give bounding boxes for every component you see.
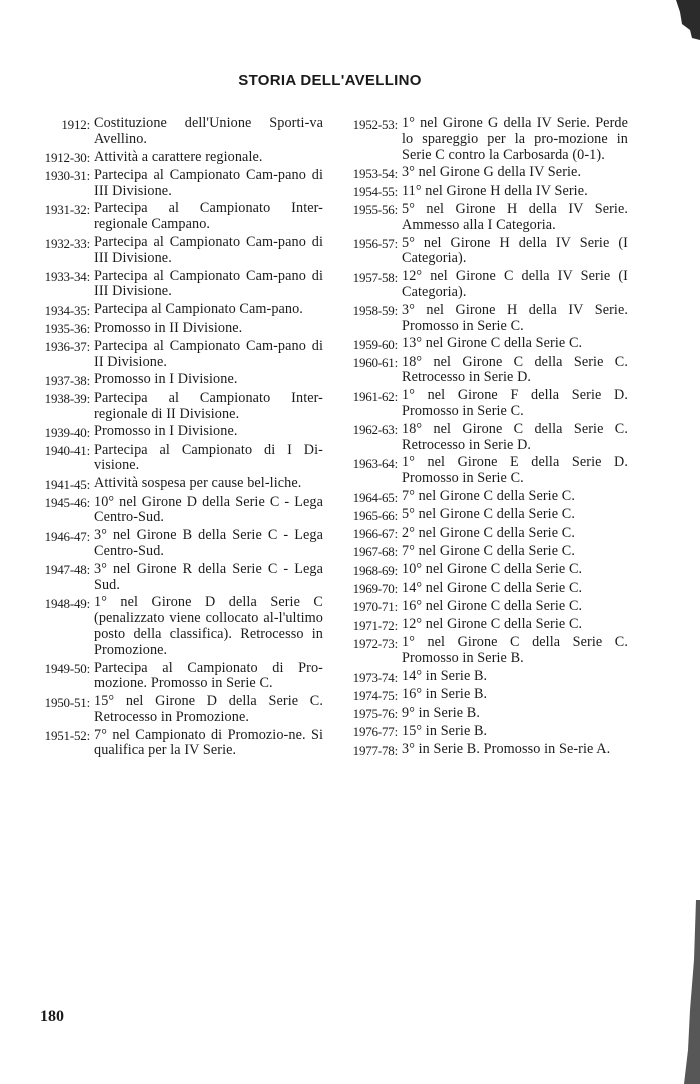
season-year: 1936-37: <box>44 339 90 355</box>
season-description: Promosso in II Divisione. <box>94 319 243 336</box>
season-year: 1968-69: <box>352 562 398 578</box>
history-entry <box>332 581 628 597</box>
season-year: 1960-61: <box>352 355 398 371</box>
season-year: 1967-68: <box>352 544 398 560</box>
season-year: 1959-60: <box>352 336 398 352</box>
scan-edge-mark-icon <box>670 0 700 40</box>
season-year: 1949-50: <box>44 661 90 676</box>
season-description: 1° nel Girone F della Serie D. Promosso in Serie C. <box>402 387 628 420</box>
season-description: 5° nel Girone C della Serie C. <box>402 506 575 523</box>
season-description: 10° nel Girone D della Serie C - Lega Centro-Sud. <box>94 493 323 526</box>
history-entry <box>18 495 323 527</box>
season-description: 7° nel Campionato di Promozio-ne. Si qualifica per la IV Serie. <box>94 726 323 759</box>
season-description: 7° nel Girone C della Serie C. <box>402 488 575 505</box>
season-year: 1933-34: <box>44 269 90 285</box>
season-year: 1934-35: <box>44 302 90 318</box>
history-entry <box>332 706 628 722</box>
season-description: 7° nel Girone C della Serie C. <box>402 542 575 559</box>
history-entry <box>332 526 628 542</box>
season-description: Partecipa al Campionato di Pro-mozione. Promosso in Serie C. <box>94 659 323 692</box>
history-entry <box>18 595 323 658</box>
season-year: 1912-30: <box>44 150 90 166</box>
season-year: 1951-52: <box>44 728 90 744</box>
season-description: 16° nel Girone C della Serie C. <box>402 597 583 614</box>
history-entry <box>332 336 628 352</box>
season-description: 3° nel Girone B della Serie C - Lega Centro-Sud. <box>94 527 323 559</box>
season-description: 15° nel Girone D della Serie C. Retrocesso in Promozione. <box>94 693 323 725</box>
history-entry <box>18 476 323 492</box>
season-year: 1930-31: <box>44 168 90 184</box>
history-entry <box>332 236 628 268</box>
season-year: 1931-32: <box>44 201 90 217</box>
season-description: Partecipa al Campionato Cam-pano di III Divisione. <box>94 234 323 266</box>
season-year: 1970-71: <box>352 599 398 615</box>
season-year: 1977-78: <box>352 742 398 758</box>
season-year: 1958-59: <box>352 303 398 319</box>
history-column-left <box>18 116 323 761</box>
history-entry <box>332 687 628 703</box>
history-entry <box>332 422 628 454</box>
season-year: 1971-72: <box>352 617 398 633</box>
history-entry <box>332 617 628 633</box>
season-year: 1964-65: <box>352 489 398 505</box>
history-entry <box>18 150 323 166</box>
season-year: 1940-41: <box>44 443 90 459</box>
history-entry <box>332 269 628 301</box>
season-year: 1965-66: <box>352 507 398 523</box>
history-entry <box>332 388 628 420</box>
history-entry <box>332 669 628 685</box>
season-year: 1975-76: <box>352 706 398 722</box>
history-entry <box>332 544 628 560</box>
history-entry <box>18 443 323 475</box>
history-entry <box>332 184 628 200</box>
season-year: 1912: <box>61 116 90 132</box>
season-description: Partecipa al Campionato Cam-pano di II Divisione. <box>94 337 323 370</box>
history-entry <box>18 168 323 200</box>
season-year: 1966-67: <box>352 526 398 542</box>
season-year: 1947-48: <box>44 562 90 578</box>
season-description: Partecipa al Campionato Cam-pano di III Divisione. <box>94 267 323 300</box>
history-column-right <box>332 116 628 760</box>
season-year: 1937-38: <box>44 372 90 388</box>
history-entry <box>332 455 628 487</box>
season-year: 1938-39: <box>44 391 90 407</box>
history-entry <box>332 599 628 615</box>
season-year: 1935-36: <box>44 321 90 337</box>
season-year: 1973-74: <box>352 669 398 685</box>
season-description: 15° in Serie B. <box>402 722 488 739</box>
season-description: Attività sospesa per cause bel-liche. <box>94 475 302 492</box>
season-description: 16° in Serie B. <box>402 686 488 703</box>
scan-edge-shadow-icon <box>676 900 700 1084</box>
history-entry <box>18 528 323 560</box>
season-year: 1953-54: <box>352 165 398 181</box>
history-entry <box>18 321 323 337</box>
season-description: 14° nel Girone C della Serie C. <box>402 579 583 596</box>
history-entry <box>332 562 628 578</box>
season-year: 1956-57: <box>352 236 398 252</box>
season-description: Attività a carattere regionale. <box>94 148 263 165</box>
history-entry <box>332 507 628 523</box>
season-year: 1932-33: <box>44 235 90 251</box>
history-entry <box>18 694 323 726</box>
season-year: 1948-49: <box>44 595 90 611</box>
season-description: 14° in Serie B. <box>402 668 488 684</box>
season-description: Partecipa al Campionato Inter-regionale di II Divisione. <box>94 389 323 422</box>
history-entry <box>332 303 628 335</box>
season-description: 5° nel Girone H della IV Serie (I Categoria). <box>402 234 628 267</box>
history-entry <box>18 391 323 423</box>
season-description: 13° nel Girone C della Serie C. <box>402 335 583 352</box>
season-description: 18° nel Girone C della Serie C. Retrocesso in Serie D. <box>402 420 628 453</box>
season-description: Costituzione dell'Unione Sporti-va Avellino. <box>94 115 323 147</box>
season-year: 1962-63: <box>352 422 398 438</box>
season-year: 1972-73: <box>352 635 398 651</box>
page-title: STORIA DELL'AVELLINO <box>238 72 422 89</box>
season-description: 5° nel Girone H della IV Serie. Ammesso alla I Categoria. <box>402 200 628 233</box>
history-entry <box>18 728 323 760</box>
season-description: Partecipa al Campionato Cam-pano. <box>94 301 303 318</box>
season-description: Partecipa al Campionato Inter-regionale Campano. <box>94 200 323 233</box>
history-entry <box>332 202 628 234</box>
history-entry <box>332 742 628 758</box>
season-year: 1950-51: <box>44 694 90 710</box>
season-year: 1969-70: <box>352 581 398 597</box>
season-description: 3° nel Girone H della IV Serie. Promosso in Serie C. <box>402 301 628 334</box>
season-description: 2° nel Girone C della Serie C. <box>402 524 575 541</box>
history-entry <box>332 355 628 387</box>
season-description: 1° nel Girone G della IV Serie. Perde lo spareggio per la pro-mozione in Serie C contro la Carbosarda (0-1). <box>402 115 628 163</box>
season-year: 1963-64: <box>352 455 398 471</box>
season-year: 1941-45: <box>44 476 90 492</box>
season-description: 12° nel Girone C della IV Serie (I Categoria). <box>402 268 628 300</box>
season-year: 1945-46: <box>44 495 90 511</box>
season-description: 12° nel Girone C della Serie C. <box>402 616 583 633</box>
history-entry <box>18 116 323 148</box>
season-description: 11° nel Girone H della IV Serie. <box>402 182 588 199</box>
season-description: 3° nel Girone R della Serie C - Lega Sud. <box>94 560 323 593</box>
history-entry <box>18 302 323 318</box>
page-number: 180 <box>40 1008 64 1025</box>
history-entry <box>332 635 628 667</box>
history-entry <box>18 562 323 594</box>
history-entry <box>332 116 628 163</box>
history-entry <box>18 661 323 693</box>
season-year: 1976-77: <box>352 724 398 740</box>
season-description: 1° nel Girone D della Serie C (penalizzato viene collocato al-l'ultimo posto della classifica). Retrocesso in Promozione. <box>94 594 323 658</box>
season-year: 1961-62: <box>352 388 398 404</box>
season-description: 18° nel Girone C della Serie C. Retrocesso in Serie D. <box>402 353 628 386</box>
history-entry <box>18 372 323 388</box>
season-year: 1955-56: <box>352 202 398 218</box>
season-year: 1946-47: <box>44 528 90 544</box>
history-entry <box>18 424 323 440</box>
history-entry <box>18 339 323 371</box>
season-description: 1° nel Girone E della Serie D. Promosso in Serie C. <box>402 454 628 487</box>
history-entry <box>332 165 628 181</box>
history-entry <box>18 269 323 301</box>
season-description: Partecipa al Campionato Cam-pano di III Divisione. <box>94 166 323 199</box>
season-year: 1939-40: <box>44 424 90 440</box>
season-description: 3° nel Girone G della IV Serie. <box>402 164 582 181</box>
season-description: 3° in Serie B. Promosso in Se-rie A. <box>402 741 611 758</box>
history-entry <box>18 201 323 233</box>
season-description: 1° nel Girone C della Serie C. Promosso in Serie B. <box>402 634 628 667</box>
season-description: Promosso in I Divisione. <box>94 423 238 440</box>
season-description: Promosso in I Divisione. <box>94 371 238 388</box>
history-entry <box>18 235 323 267</box>
season-year: 1954-55: <box>352 184 398 200</box>
history-entry <box>332 489 628 505</box>
season-description: Partecipa al Campionato di I Di-visione. <box>94 441 323 474</box>
history-entry <box>332 724 628 740</box>
season-year: 1957-58: <box>352 269 398 285</box>
season-description: 9° in Serie B. <box>402 704 481 721</box>
season-description: 10° nel Girone C della Serie C. <box>402 561 583 578</box>
season-year: 1952-53: <box>352 116 398 132</box>
season-year: 1974-75: <box>352 687 398 703</box>
